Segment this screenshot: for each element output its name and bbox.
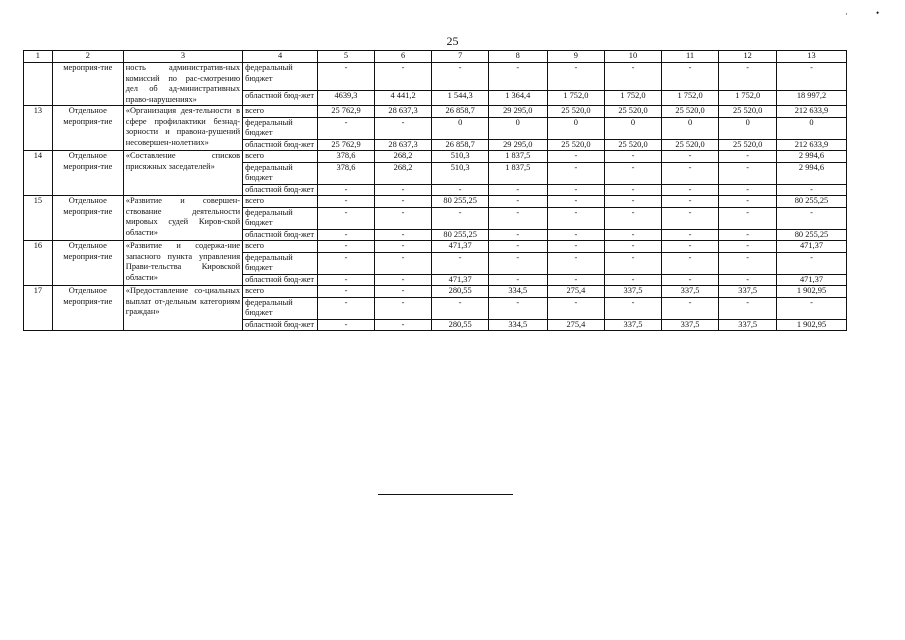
year-value: 80 255,25 [432, 229, 489, 241]
total-value: - [776, 297, 846, 319]
year-value: 26 858,7 [432, 106, 489, 118]
column-header: 2 [52, 51, 123, 63]
year-value: 280,55 [432, 286, 489, 298]
year-value: - [719, 252, 777, 274]
total-value: - [776, 184, 846, 196]
total-value: 18 997,2 [776, 91, 846, 106]
year-value: - [374, 241, 432, 253]
year-value: - [605, 207, 662, 229]
funding-source: всего [243, 196, 318, 208]
year-value: 28 637,3 [374, 106, 432, 118]
total-value: - [776, 207, 846, 229]
year-value: 0 [488, 117, 547, 139]
year-value: 1 752,0 [719, 91, 777, 106]
year-value: 337,5 [719, 319, 777, 331]
funding-source: федеральный бюджет [243, 252, 318, 274]
activity-name: «Развитие и совершен-ствование деятельности мировых судей Киров-ской области» [123, 196, 242, 241]
year-value: - [719, 151, 777, 163]
activity-name: «Составление списков присяжных заседателей» [123, 151, 242, 196]
funding-source: областной бюд-жет [243, 274, 318, 286]
year-value: 275,4 [547, 319, 605, 331]
year-value: - [547, 184, 605, 196]
row-number: 15 [24, 196, 53, 241]
year-value: - [374, 319, 432, 331]
activity-type: Отдельное мероприя-тие [52, 106, 123, 151]
funding-source: всего [243, 106, 318, 118]
year-value: - [374, 297, 432, 319]
year-value: - [547, 274, 605, 286]
year-value: 1 752,0 [661, 91, 719, 106]
budget-table [23, 50, 847, 331]
year-value: - [318, 207, 375, 229]
table-row [24, 63, 847, 91]
column-header: 4 [243, 51, 318, 63]
year-value: 510,3 [432, 162, 489, 184]
year-value: 25 520,0 [605, 139, 662, 151]
year-value: 25 520,0 [547, 139, 605, 151]
year-value: 337,5 [605, 319, 662, 331]
column-header: 1 [24, 51, 53, 63]
table-row [24, 241, 847, 253]
total-value: 0 [776, 117, 846, 139]
year-value: - [719, 229, 777, 241]
year-value: 25 520,0 [719, 139, 777, 151]
year-value: - [318, 274, 375, 286]
year-value: 337,5 [661, 319, 719, 331]
activity-type: Отдельное мероприя-тие [52, 241, 123, 286]
year-value: - [547, 162, 605, 184]
total-value: 1 902,95 [776, 319, 846, 331]
funding-source: всего [243, 286, 318, 298]
year-value: - [374, 207, 432, 229]
year-value: - [374, 196, 432, 208]
activity-type: Отдельное мероприя-тие [52, 196, 123, 241]
year-value: 378,6 [318, 151, 375, 163]
funding-source: областной бюд-жет [243, 91, 318, 106]
table-row [24, 151, 847, 163]
year-value: - [605, 252, 662, 274]
year-value: - [547, 207, 605, 229]
year-value: - [374, 229, 432, 241]
year-value: - [547, 252, 605, 274]
funding-source: областной бюд-жет [243, 319, 318, 331]
year-value: - [661, 196, 719, 208]
year-value: - [661, 252, 719, 274]
year-value: - [661, 229, 719, 241]
year-value: 0 [605, 117, 662, 139]
year-value: 337,5 [605, 286, 662, 298]
funding-source: федеральный бюджет [243, 162, 318, 184]
year-value: - [719, 241, 777, 253]
year-value: - [605, 63, 662, 91]
year-value: - [719, 196, 777, 208]
year-value: - [605, 151, 662, 163]
year-value: - [661, 151, 719, 163]
year-value: - [318, 196, 375, 208]
activity-type: Отдельное мероприя-тие [52, 151, 123, 196]
year-value: - [374, 286, 432, 298]
column-header: 13 [776, 51, 846, 63]
activity-name: «Организация дея-тельности в сфере профилактики безнад-зорности и правона-рушений несовершен-нолетних» [123, 106, 242, 151]
year-value: - [374, 252, 432, 274]
corner-mark-right: • [876, 8, 880, 18]
year-value: 1 364,4 [488, 91, 547, 106]
corner-mark-left: · [845, 9, 848, 19]
year-value: - [374, 63, 432, 91]
row-number: 17 [24, 286, 53, 331]
year-value: 280,55 [432, 319, 489, 331]
year-value: 28 637,3 [374, 139, 432, 151]
year-value: - [547, 241, 605, 253]
year-value: - [318, 184, 375, 196]
year-value: - [661, 207, 719, 229]
funding-source: федеральный бюджет [243, 117, 318, 139]
year-value: - [547, 196, 605, 208]
year-value: 0 [432, 117, 489, 139]
year-value: - [661, 241, 719, 253]
year-value: 25 762,9 [318, 106, 375, 118]
year-value: - [318, 252, 375, 274]
funding-source: федеральный бюджет [243, 297, 318, 319]
total-value: 80 255,25 [776, 196, 846, 208]
year-value: - [432, 252, 489, 274]
year-value: 334,5 [488, 319, 547, 331]
year-value: 25 520,0 [605, 106, 662, 118]
year-value: - [605, 162, 662, 184]
year-value: 268,2 [374, 151, 432, 163]
year-value: 25 520,0 [547, 106, 605, 118]
year-value: - [547, 63, 605, 91]
year-value: - [547, 297, 605, 319]
separator-line [378, 494, 513, 495]
year-value: - [719, 162, 777, 184]
year-value: - [374, 274, 432, 286]
year-value: - [605, 241, 662, 253]
year-value: 1 752,0 [547, 91, 605, 106]
column-header: 8 [488, 51, 547, 63]
year-value: - [719, 184, 777, 196]
table-row [24, 286, 847, 298]
total-value: - [776, 63, 846, 91]
activity-name: ность административ-ных комиссий по рас-смотрению дел об ад-министративных право-нарушениях» [123, 63, 242, 106]
table-header-row [24, 51, 847, 63]
year-value: - [488, 229, 547, 241]
column-header: 12 [719, 51, 777, 63]
page-number: 25 [446, 34, 459, 48]
year-value: 26 858,7 [432, 139, 489, 151]
activity-name: «Предоставление со-циальных выплат от-дельным категориям граждан» [123, 286, 242, 331]
year-value: 378,6 [318, 162, 375, 184]
total-value: 212 633,9 [776, 106, 846, 118]
year-value: 268,2 [374, 162, 432, 184]
year-value: 29 295,0 [488, 139, 547, 151]
row-number: 14 [24, 151, 53, 196]
year-value: 29 295,0 [488, 106, 547, 118]
column-header: 5 [318, 51, 375, 63]
year-value: 25 520,0 [661, 106, 719, 118]
funding-source: федеральный бюджет [243, 63, 318, 91]
year-value: 1 837,5 [488, 151, 547, 163]
year-value: - [432, 184, 489, 196]
year-value: - [318, 241, 375, 253]
year-value: 25 520,0 [719, 106, 777, 118]
funding-source: всего [243, 241, 318, 253]
year-value: - [318, 297, 375, 319]
column-header: 11 [661, 51, 719, 63]
year-value: - [661, 184, 719, 196]
funding-source: областной бюд-жет [243, 229, 318, 241]
year-value: - [605, 297, 662, 319]
year-value: - [661, 297, 719, 319]
year-value: - [488, 207, 547, 229]
total-value: 471,37 [776, 274, 846, 286]
year-value: 0 [719, 117, 777, 139]
column-header: 7 [432, 51, 489, 63]
row-number: 16 [24, 241, 53, 286]
year-value: - [547, 229, 605, 241]
row-number: 13 [24, 106, 53, 151]
year-value: - [488, 274, 547, 286]
total-value: - [776, 252, 846, 274]
year-value: - [374, 184, 432, 196]
activity-name: «Развитие и содержа-ние запасного пункта управления Прави-тельства Кировской области» [123, 241, 242, 286]
year-value: 4 441,2 [374, 91, 432, 106]
year-value: 471,37 [432, 241, 489, 253]
year-value: - [719, 274, 777, 286]
total-value: 471,37 [776, 241, 846, 253]
year-value: 0 [547, 117, 605, 139]
year-value: - [605, 274, 662, 286]
year-value: - [318, 63, 375, 91]
year-value: - [661, 274, 719, 286]
year-value: - [488, 196, 547, 208]
year-value: 471,37 [432, 274, 489, 286]
total-value: 1 902,95 [776, 286, 846, 298]
year-value: - [488, 63, 547, 91]
year-value: - [318, 319, 375, 331]
column-header: 10 [605, 51, 662, 63]
funding-source: всего [243, 151, 318, 163]
year-value: 80 255,25 [432, 196, 489, 208]
activity-type: мероприя-тие [52, 63, 123, 106]
year-value: - [661, 63, 719, 91]
year-value: 25 762,9 [318, 139, 375, 151]
row-number [24, 63, 53, 106]
year-value: - [547, 151, 605, 163]
year-value: - [432, 63, 489, 91]
year-value: - [719, 207, 777, 229]
year-value: 0 [661, 117, 719, 139]
year-value: 1 752,0 [605, 91, 662, 106]
year-value: - [719, 63, 777, 91]
total-value: 212 633,9 [776, 139, 846, 151]
year-value: 1 837,5 [488, 162, 547, 184]
year-value: - [605, 229, 662, 241]
total-value: 80 255,25 [776, 229, 846, 241]
year-value: - [488, 252, 547, 274]
year-value: - [488, 297, 547, 319]
year-value: - [318, 117, 375, 139]
total-value: 2 994,6 [776, 151, 846, 163]
column-header: 9 [547, 51, 605, 63]
year-value: - [488, 184, 547, 196]
year-value: - [605, 196, 662, 208]
year-value: - [432, 297, 489, 319]
funding-source: областной бюд-жет [243, 139, 318, 151]
year-value: 4639,3 [318, 91, 375, 106]
column-header: 3 [123, 51, 242, 63]
year-value: - [318, 229, 375, 241]
year-value: - [605, 184, 662, 196]
column-header: 6 [374, 51, 432, 63]
year-value: 510,3 [432, 151, 489, 163]
activity-type: Отдельное мероприя-тие [52, 286, 123, 331]
year-value: 275,4 [547, 286, 605, 298]
year-value: - [719, 297, 777, 319]
table-row [24, 106, 847, 118]
year-value: 337,5 [661, 286, 719, 298]
year-value: - [661, 162, 719, 184]
funding-source: областной бюд-жет [243, 184, 318, 196]
year-value: 25 520,0 [661, 139, 719, 151]
year-value: 337,5 [719, 286, 777, 298]
year-value: - [432, 207, 489, 229]
year-value: 1 544,3 [432, 91, 489, 106]
total-value: 2 994,6 [776, 162, 846, 184]
table-row [24, 196, 847, 208]
year-value: - [318, 286, 375, 298]
year-value: 334,5 [488, 286, 547, 298]
funding-source: федеральный бюджет [243, 207, 318, 229]
year-value: - [374, 117, 432, 139]
year-value: - [488, 241, 547, 253]
